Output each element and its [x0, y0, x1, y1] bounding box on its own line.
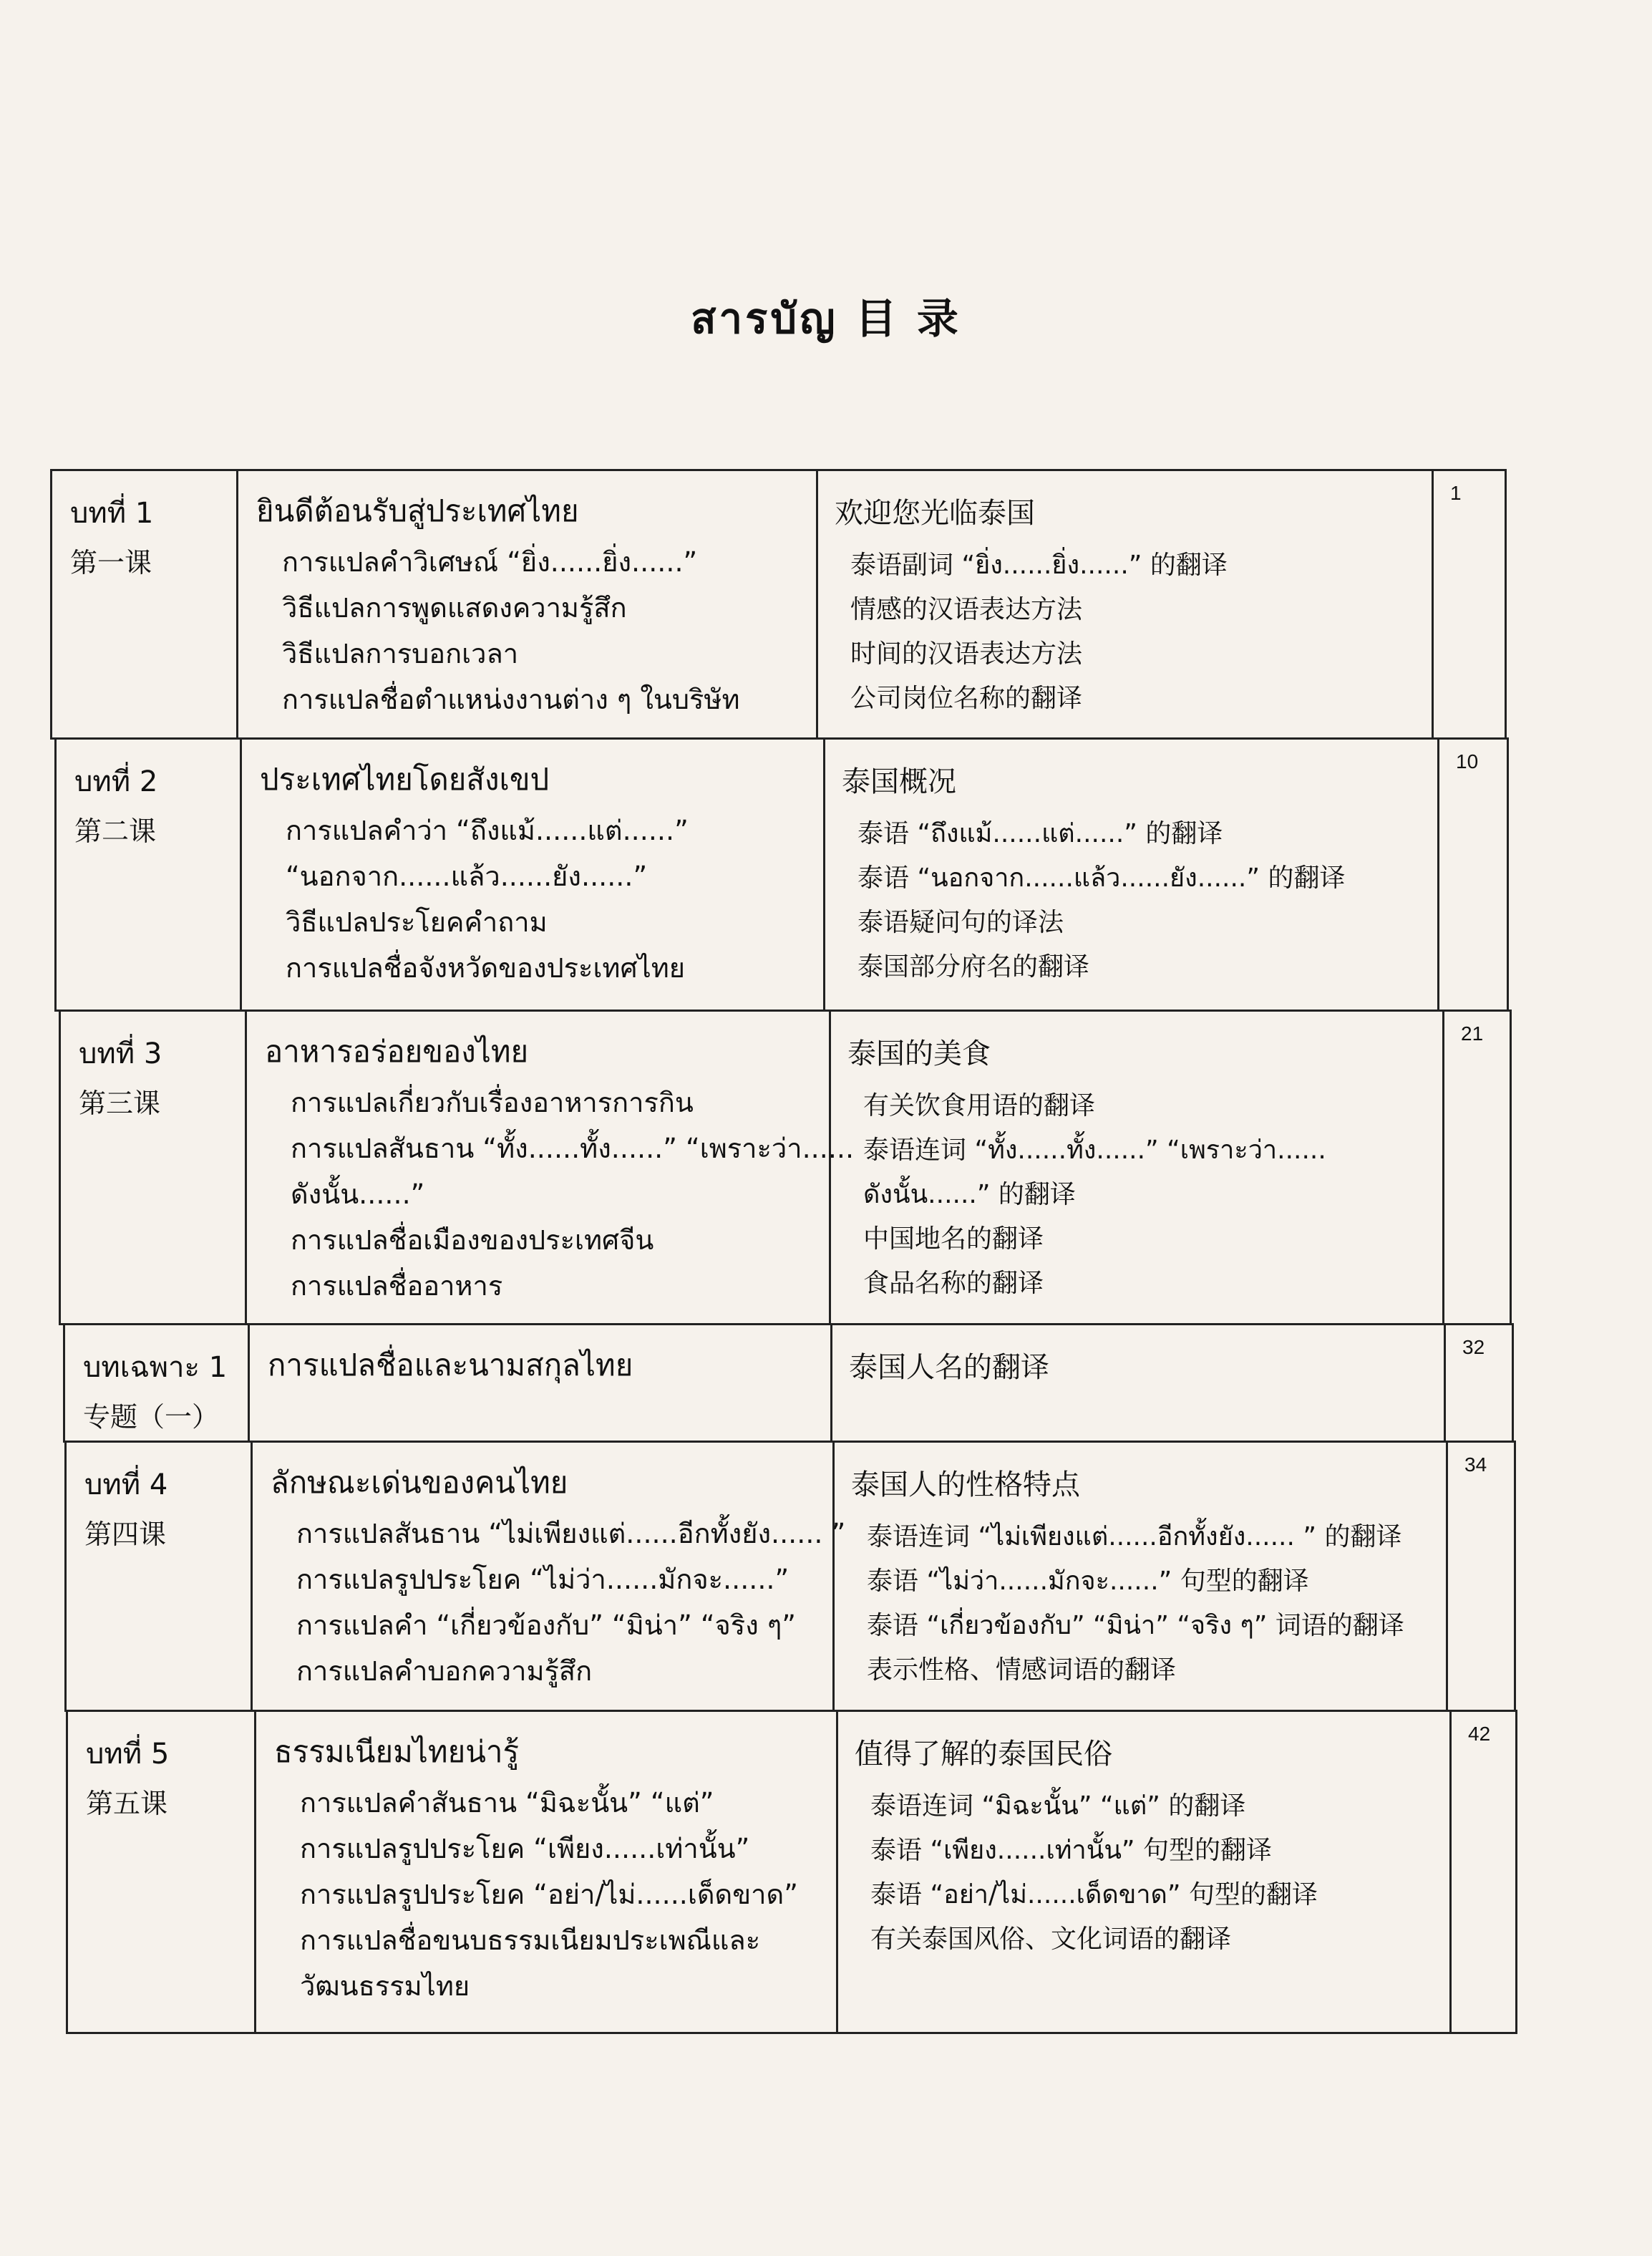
column-divider — [830, 1323, 832, 1443]
subtopic-zh: 泰语连词 “ทั้ง......ทั้ง......” “เพราะว่า...... — [863, 1136, 1326, 1165]
subtopic-zh: 情感的汉语表达方法 — [850, 595, 1083, 624]
subtopics-zh — [855, 1784, 1318, 1962]
subtopic-zh: 泰语疑问句的译法 — [857, 908, 1064, 937]
subtopics-zh — [835, 543, 1228, 721]
column-divider — [1437, 737, 1439, 1012]
thai-content-cell — [274, 1734, 798, 2009]
subtopic-zh: 中国地名的翻译 — [863, 1224, 1044, 1254]
lesson-title-th: ยินดีต้อนรับสู่ประเทศไทย — [256, 493, 579, 528]
lesson-label-zh: 第五课 — [86, 1788, 168, 1819]
subtopic-zh: ดังนั้น......” 的翻译 — [863, 1180, 1076, 1209]
subtopic-th: การแปลชื่ออาหาร — [291, 1270, 503, 1302]
subtopic-th: วัฒนธรรมไทย — [300, 1970, 470, 2002]
subtopic-th: การแปลชื่อตำแหน่งงานต่าง ๆ ในบริษัท — [282, 684, 740, 715]
thai-content-cell — [256, 493, 740, 722]
column-divider — [251, 1441, 253, 1712]
subtopic-zh: 泰语 “เพียง......เท่านั้น” 句型的翻译 — [870, 1836, 1273, 1865]
lesson-label-th: บทที่ 3 — [79, 1037, 162, 1070]
subtopic-th: วิธีแปลการพูดแสดงความรู้สึก — [282, 592, 627, 624]
lesson-cell — [70, 499, 153, 576]
subtopic-th: การแปลคำบอกความรู้สึก — [296, 1655, 593, 1687]
subtopic-th: การแปลรูปประโยค “อย่า/ไม่......เด็ดขาด” — [300, 1879, 798, 1910]
column-divider — [248, 1323, 250, 1443]
thai-content-cell — [271, 1465, 846, 1694]
subtopic-th: การแปลชื่อขนบธรรมเนียมประเพณีและ — [300, 1925, 761, 1956]
lesson-title-zh: 泰国的美食 — [847, 1037, 991, 1070]
chinese-content-cell — [842, 765, 1346, 989]
subtopic-th: “นอกจาก......แล้ว......ยัง......” — [286, 861, 648, 892]
chinese-content-cell — [849, 1353, 1049, 1398]
column-divider — [236, 469, 238, 740]
subtopic-zh: 泰语 “นอกจาก......แล้ว......ยัง......” 的翻译 — [857, 863, 1346, 893]
subtopic-th: การแปลรูปประโยค “เพียง......เท่านั้น” — [300, 1833, 750, 1864]
page-title: สารบัญ 目 录 — [691, 294, 961, 343]
subtopic-zh: 有关泰国风俗、文化词语的翻译 — [870, 1925, 1232, 1954]
lesson-title-zh: 泰国概况 — [842, 765, 956, 798]
lesson-title-th: ลักษณะเด่นของคนไทย — [271, 1465, 568, 1500]
page-number: 34 — [1464, 1453, 1487, 1476]
lesson-title-zh: 值得了解的泰国民俗 — [855, 1738, 1112, 1771]
chinese-content-cell — [835, 499, 1228, 721]
subtopics-zh — [847, 1084, 1326, 1306]
lesson-title-zh: 泰国人的性格特点 — [851, 1468, 1080, 1501]
column-divider — [240, 737, 242, 1012]
subtopic-zh: 泰语连词 “มิฉะนั้น” “แต่” 的翻译 — [870, 1791, 1246, 1821]
lesson-label-zh: 第三课 — [79, 1088, 161, 1119]
lesson-label-th: บทที่ 1 — [70, 497, 154, 530]
subtopic-th: วิธีแปลการบอกเวลา — [282, 638, 519, 669]
lesson-cell — [86, 1740, 169, 1817]
subtopics-th — [271, 1511, 845, 1694]
lesson-title-th: อาหารอร่อยของไทย — [265, 1034, 529, 1069]
lesson-cell — [74, 765, 158, 847]
subtopic-th: การแปลคำวิเศษณ์ “ยิ่ง......ยิ่ง......” — [282, 546, 698, 578]
subtopic-zh: 泰语 “ถึงแม้......แต่......” 的翻译 — [857, 819, 1223, 848]
subtopics-zh — [851, 1515, 1404, 1693]
lesson-title-zh: 泰国人名的翻译 — [849, 1351, 1049, 1384]
thai-content-cell — [265, 1034, 855, 1309]
subtopic-zh: 公司岗位名称的翻译 — [850, 684, 1083, 713]
subtopic-th: การแปลคำสันธาน “มิฉะนั้น” “แต่” — [300, 1787, 714, 1819]
lesson-label-zh: 第二课 — [74, 815, 157, 847]
chinese-content-cell — [855, 1740, 1318, 1962]
subtopic-th: การแปลคำว่า “ถึงแม้......แต่......” — [286, 815, 689, 846]
subtopic-th: การแปลสันธาน “ไม่เพียงแต่......อีกทั้งยัง...... ” — [296, 1518, 846, 1549]
subtopic-zh: 泰国部分府名的翻译 — [857, 952, 1090, 982]
column-divider — [245, 1010, 247, 1325]
column-divider — [1442, 1010, 1444, 1325]
subtopics-th — [265, 1080, 854, 1309]
column-divider — [823, 737, 825, 1012]
lesson-label-th: บทที่ 2 — [74, 765, 158, 798]
column-divider — [1449, 1710, 1452, 2034]
lesson-cell — [79, 1037, 162, 1119]
subtopics-th — [274, 1780, 798, 2009]
subtopic-zh: 泰语 “อย่า/ไม่......เด็ดขาด” 句型的翻译 — [870, 1880, 1318, 1909]
page-number: 21 — [1461, 1022, 1484, 1045]
lesson-label-th: บทเฉพาะ 1 — [83, 1351, 228, 1384]
subtopic-th: ดังนั้น......” — [291, 1178, 425, 1210]
column-divider — [816, 469, 818, 740]
page-number: 1 — [1450, 482, 1462, 504]
lesson-label-th: บทที่ 4 — [84, 1468, 168, 1501]
subtopic-th: การแปลสันธาน “ทั้ง......ทั้ง......” “เพราะว่า...... — [291, 1133, 855, 1164]
lesson-title-th: ธรรมเนียมไทยน่ารู้ — [274, 1734, 520, 1769]
lesson-cell — [84, 1468, 168, 1550]
subtopic-th: การแปลคำ “เกี่ยวข้องกับ” “มิน่า” “จริง ๆ” — [296, 1609, 796, 1641]
thai-content-cell — [268, 1347, 633, 1393]
lesson-label-zh: 第一课 — [70, 547, 152, 578]
subtopics-th — [260, 808, 689, 991]
subtopics-zh — [842, 812, 1345, 989]
page-number: 42 — [1468, 1723, 1491, 1745]
subtopic-th: การแปลชื่อเมืองของประเทศจีน — [291, 1224, 654, 1256]
subtopic-zh: 有关饮食用语的翻译 — [863, 1091, 1096, 1120]
column-divider — [1444, 1323, 1446, 1443]
subtopics-th — [256, 539, 740, 722]
thai-content-cell — [260, 762, 689, 991]
subtopic-th: การแปลเกี่ยวกับเรื่องอาหารการกิน — [291, 1087, 694, 1118]
chinese-content-cell — [847, 1037, 1326, 1306]
lesson-label-zh: 第四课 — [84, 1519, 167, 1550]
subtopic-zh: 泰语副词 “ยิ่ง......ยิ่ง......” 的翻译 — [850, 551, 1228, 580]
lesson-title-th: การแปลชื่อและนามสกุลไทย — [268, 1347, 633, 1383]
column-divider — [1446, 1441, 1448, 1712]
subtopic-th: วิธีแปลประโยคคำถาม — [286, 906, 548, 938]
column-divider — [836, 1710, 838, 2034]
column-divider — [1432, 469, 1434, 740]
lesson-title-th: ประเทศไทยโดยสังเขป — [260, 762, 550, 797]
subtopic-th: การแปลรูปประโยค “ไม่ว่า......มักจะ......” — [296, 1564, 789, 1595]
page-number: 32 — [1462, 1336, 1485, 1358]
subtopic-zh: 泰语连词 “ไม่เพียงแต่......อีกทั้งยัง...... ” 的翻译 — [867, 1522, 1402, 1551]
subtopic-zh: 表示性格、情感词语的翻译 — [867, 1655, 1177, 1685]
subtopic-zh: 时间的汉语表达方法 — [850, 639, 1083, 669]
subtopic-zh: 食品名称的翻译 — [863, 1269, 1044, 1298]
chinese-content-cell — [851, 1468, 1404, 1693]
page-number: 10 — [1456, 750, 1479, 773]
lesson-label-zh: 专题（一） — [83, 1401, 220, 1433]
lesson-title-zh: 欢迎您光临泰国 — [835, 497, 1035, 530]
lesson-cell — [83, 1351, 228, 1433]
lesson-label-th: บทที่ 5 — [86, 1738, 170, 1771]
column-divider — [254, 1710, 256, 2034]
subtopic-zh: 泰语 “ไม่ว่า......มักจะ......” 句型的翻译 — [867, 1567, 1309, 1596]
subtopic-zh: 泰语 “เกี่ยวข้องกับ” “มิน่า” “จริง ๆ” 词语的翻译 — [867, 1611, 1404, 1640]
subtopic-th: การแปลชื่อจังหวัดของประเทศไทย — [286, 952, 686, 984]
